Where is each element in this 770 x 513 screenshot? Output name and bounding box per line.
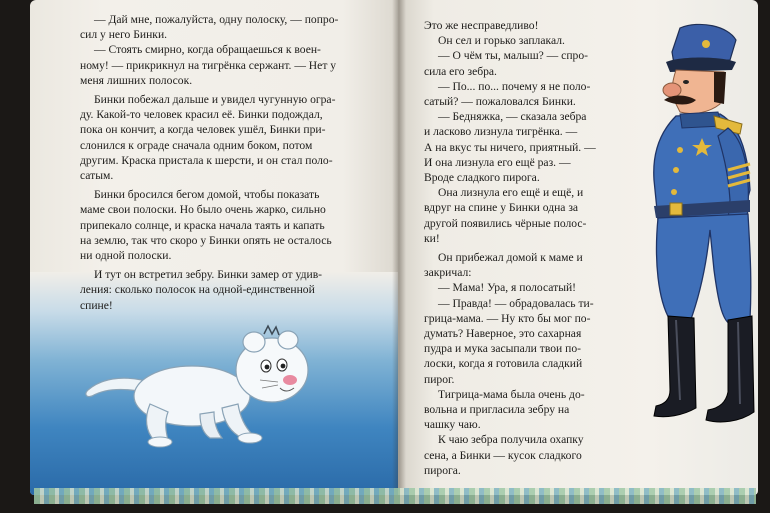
text-line: — Бедняжка, — сказала зебра: [438, 110, 587, 124]
text-line: Бинки побежал дальше и увидел чугунную огра-: [94, 93, 336, 107]
text-line: Вроде сладкого пирога.: [424, 171, 540, 185]
text-line: пирога.: [424, 463, 461, 477]
text-line: пока он кончит, а когда человек ушёл, Бинки при-: [80, 123, 326, 137]
text-line: маме свои полоски. Но было очень жарко, сильно: [80, 203, 326, 217]
text-line: Тигрица-мама была очень до-: [438, 387, 585, 401]
text-line: А на вкус ты ничего, приятный. —: [424, 140, 596, 154]
text-line: спине!: [80, 298, 113, 312]
text-line: ления: сколько полосок на одной-единственной: [80, 283, 315, 297]
text-line: лоски, когда я готовила сладкий: [424, 357, 583, 371]
text-line: ки!: [424, 231, 440, 245]
text-line: сена, а Бинки — кусок сладкого: [424, 448, 582, 462]
text-line: Он прибежал домой к маме и: [438, 251, 583, 265]
sergeant-in-uniform-icon: [610, 20, 758, 450]
text-line: пирог.: [424, 372, 455, 386]
text-line: Она лизнула его ещё и ещё, и: [438, 186, 584, 200]
text-line: меня лишних полосок.: [80, 73, 193, 87]
text-line: Он сел и горько заплакал.: [438, 34, 565, 48]
book-gutter: [392, 0, 406, 495]
text-line: ду. Какой-то человек красил её. Бинки подождал,: [80, 108, 323, 122]
left-page-text: [80, 12, 390, 313]
text-line: припекало солнце, и краска начала таять и капать: [80, 218, 325, 232]
text-line: — Стоять смирно, когда обращаешься к воен-: [94, 43, 321, 57]
text-line: грица-мама. — Ну кто бы мог по-: [424, 311, 591, 325]
text-line: другим. Краска пристала к шерсти, и он стал поло-: [80, 153, 333, 167]
text-line: сатым.: [80, 169, 114, 183]
text-line: — По... по... почему я не поло-: [438, 79, 591, 93]
white-tiger-cub-icon: [82, 318, 332, 458]
text-line: вдруг на спине у Бинки одна за: [424, 201, 579, 215]
text-line: — Мама! Ура, я полосатый!: [438, 281, 577, 295]
text-line: Бинки бросился бегом домой, чтобы показать: [94, 188, 320, 202]
text-line: И она лизнула его ещё раз. —: [424, 155, 571, 169]
text-line: И тут он встретил зебру. Бинки замер от удив-: [94, 268, 323, 282]
text-line: другой появились чёрные полос-: [424, 216, 587, 230]
text-line: ни одной полоски.: [80, 249, 172, 263]
text-line: ному! — прикрикнул на тигрёнка сержант. — Нет у: [80, 58, 337, 72]
text-line: — Дай мне, пожалуйста, одну полоску, — попро-: [94, 13, 339, 26]
text-line: чашку чаю.: [424, 418, 481, 432]
text-line: пудра и мука засыпали твои по-: [424, 342, 581, 356]
text-line: Это же несправедливо!: [424, 19, 539, 32]
left-page: [30, 0, 398, 495]
text-line: на землю, так что скоро у Бинки опять не осталось: [80, 233, 332, 247]
right-page: [398, 0, 758, 495]
text-line: и ласково лизнула тигрёнка. —: [424, 125, 578, 139]
text-line: сила его зебра.: [424, 64, 497, 78]
text-line: думать? Наверное, это сахарная: [424, 327, 582, 341]
text-line: — Правда! — обрадовалась ти-: [438, 296, 594, 310]
text-line: К чаю зебра получила охапку: [438, 433, 584, 447]
text-line: сил у него Бинки.: [80, 28, 168, 42]
text-line: вольна и пригласила зебру на: [424, 403, 570, 417]
text-line: закричал:: [424, 266, 472, 280]
book-edge: [34, 488, 756, 504]
right-page-text: [424, 18, 634, 478]
text-line: сатый? — пожаловался Бинки.: [424, 95, 576, 109]
text-line: слонился к ограде сначала одним боком, потом: [80, 138, 313, 152]
text-line: — О чём ты, малыш? — спро-: [438, 49, 588, 63]
